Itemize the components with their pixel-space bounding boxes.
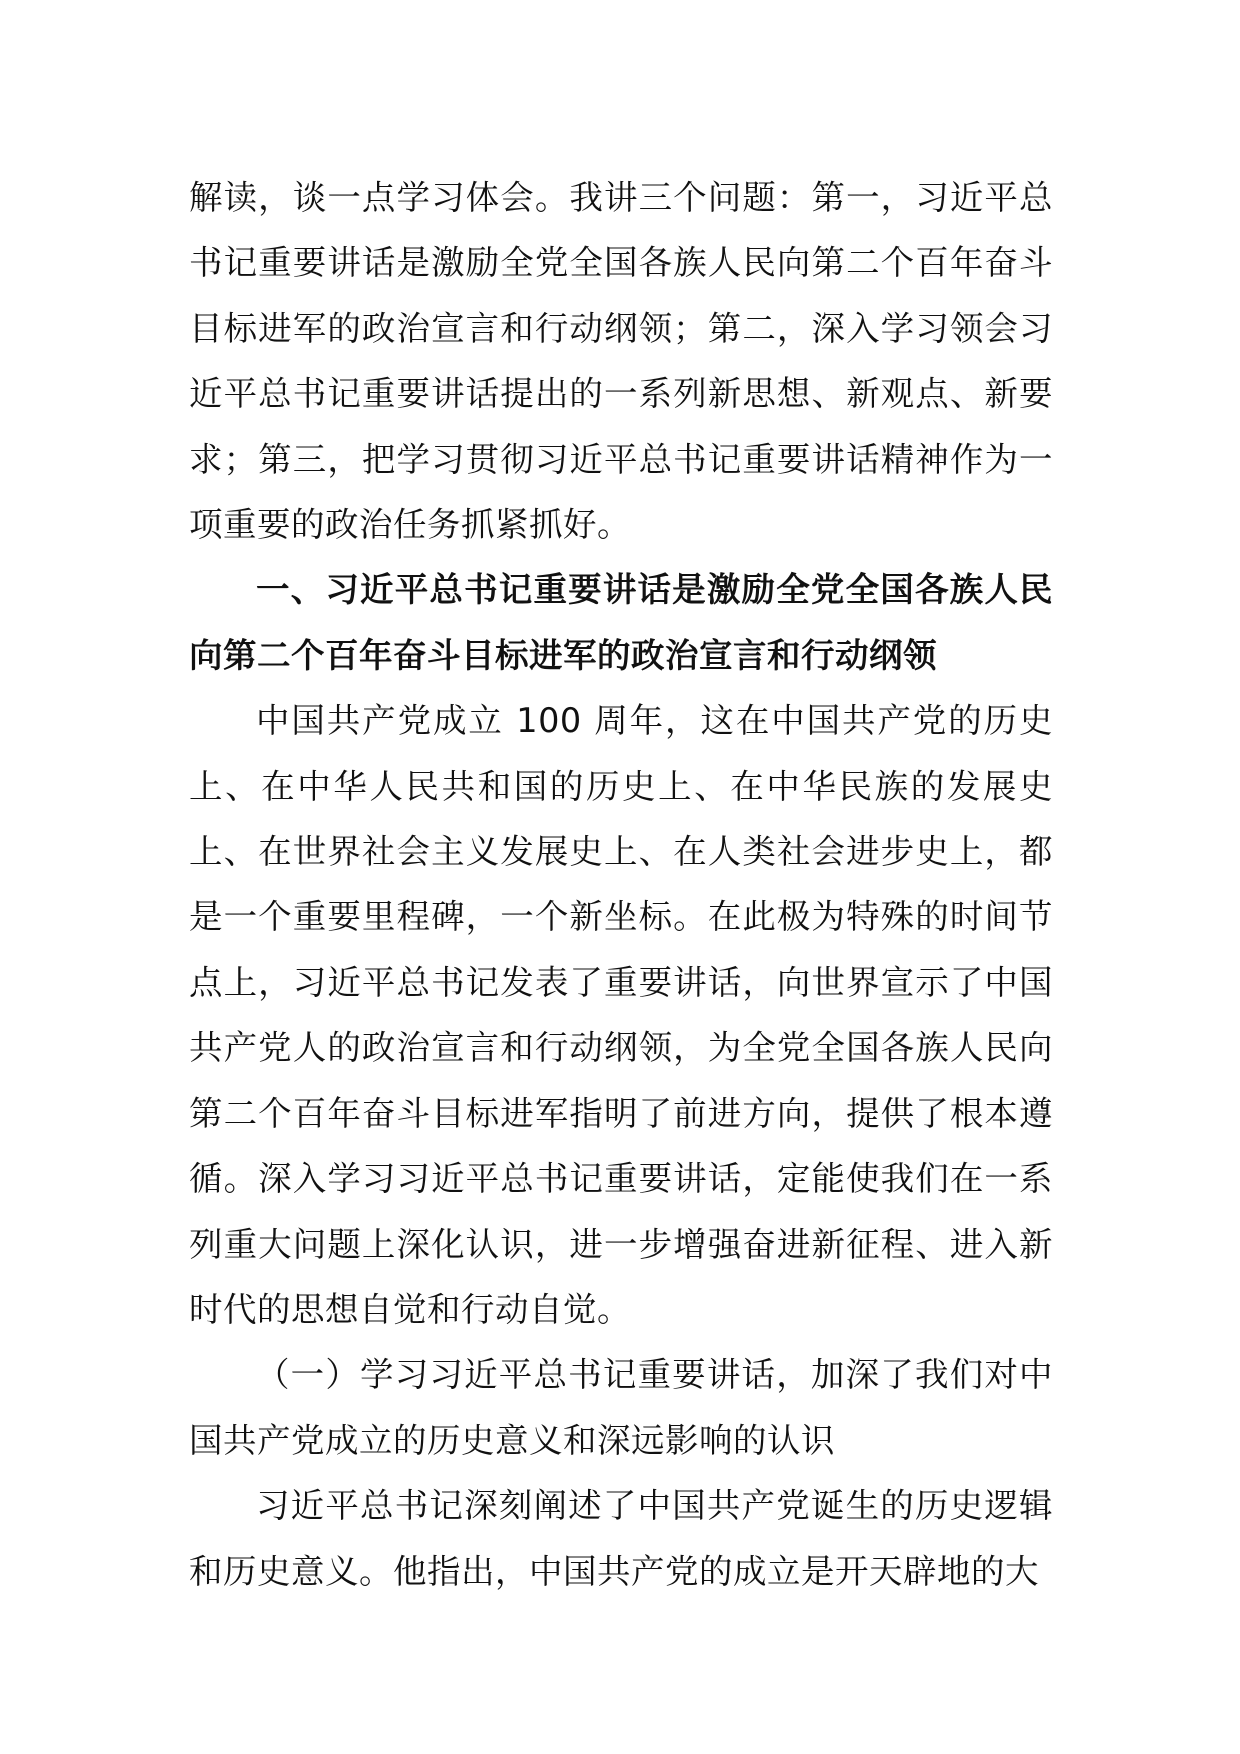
- subsection-heading-1-1: （一）学习习近平总书记重要讲话，加深了我们对中国共产党成立的历史意义和深远影响的认识: [189, 1355, 1053, 1460]
- paragraph-intro-continuation: 解读，谈一点学习体会。我讲三个问题：第一，习近平总书记重要讲话是激励全党全国各族人民向第二个百年奋斗目标进军的政治宣言和行动纲领；第二，深入学习领会习近平总书记重要讲话提出的一系列新思想、新观点、新要求；第三，把学习贯彻习近平总书记重要讲话精神作为一项重要的政治任务抓紧抓好。: [189, 178, 1053, 545]
- paragraph-subsection-1-1-body: 习近平总书记深刻阐述了中国共产党诞生的历史逻辑和历史意义。他指出，中国共产党的成立是开天辟地的大: [189, 1486, 1053, 1591]
- document-page: [189, 165, 1053, 1604]
- section-heading-1: 一、习近平总书记重要讲话是激励全党全国各族人民向第二个百年奋斗目标进军的政治宣言和行动纲领: [189, 570, 1053, 675]
- paragraph-section-1-body: 中国共产党成立 100 周年，这在中国共产党的历史上、在中华人民共和国的历史上、在中华民族的发展史上、在世界社会主义发展史上、在人类社会进步史上，都是一个重要里程碑，一个新坐标。在此极为特殊的时间节点上，习近平总书记发表了重要讲话，向世界宣示了中国共产党人的政治宣言和行动纲领，为全党全国各族人民向第二个百年奋斗目标进军指明了前进方向，提供了根本遵循。深入学习习近平总书记重要讲话，定能使我们在一系列重大问题上深化认识，进一步增强奋进新征程、进入新时代的思想自觉和行动自觉。: [189, 701, 1053, 1329]
